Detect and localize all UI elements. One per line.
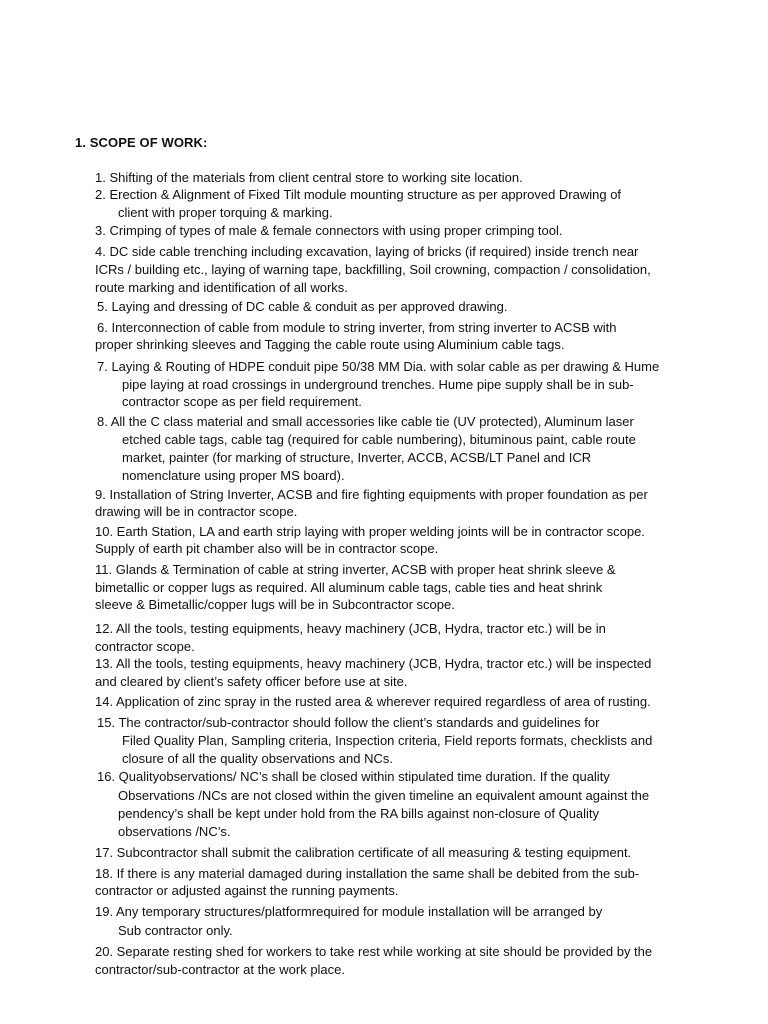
item-3-line-1: 3. Crimping of types of male & female connectors with using proper crimping tool. [95,223,563,238]
item-18-line-1: 18. If there is any material damaged during installation the same shall be debited from the sub- [95,866,640,881]
item-14-line-1: 14. Application of zinc spray in the rusted area & wherever required regardless of area of rusting. [95,694,651,709]
item-13-line-1: 13. All the tools, testing equipments, heavy machinery (JCB, Hydra, tractor etc.) will be inspected [95,656,652,671]
item-9-line-2: drawing will be in contractor scope. [95,504,298,519]
item-16-line-2: Observations /NCs are not closed within the given timeline an equivalent amount against the [118,788,650,803]
item-11-line-3: sleeve & Bimetallic/copper lugs will be in Subcontractor scope. [95,597,455,612]
item-8-line-1: 8. All the C class material and small accessories like cable tie (UV protected), Aluminum laser [97,414,634,429]
item-5-line-1: 5. Laying and dressing of DC cable & conduit as per approved drawing. [97,299,508,314]
item-1-line-1: 1. Shifting of the materials from client central store to working site location. [95,170,523,185]
item-16-line-1: 16. Qualityobservations/ NC’s shall be closed within stipulated time duration. If the quality [97,769,610,784]
item-2-line-2: client with proper torquing & marking. [118,205,333,220]
section-heading: 1. SCOPE OF WORK: [75,135,208,150]
item-10-line-2: Supply of earth pit chamber also will be in contractor scope. [95,541,439,556]
item-19-line-2: Sub contractor only. [118,923,233,938]
item-8-line-3: market, painter (for marking of structure, Inverter, ACCB, ACSB/LT Panel and ICR [122,450,592,465]
item-15-line-2: Filed Quality Plan, Sampling criteria, Inspection criteria, Field reports formats, checklists and [122,733,653,748]
item-15-line-1: 15. The contractor/sub-contractor should follow the client’s standards and guidelines for [97,715,600,730]
item-6-line-2: proper shrinking sleeves and Tagging the cable route using Aluminium cable tags. [95,337,565,352]
item-13-line-2: and cleared by client’s safety officer before use at site. [95,674,408,689]
item-8-line-2: etched cable tags, cable tag (required for cable numbering), bituminous paint, cable route [122,432,636,447]
item-4-line-3: route marking and identification of all works. [95,280,348,295]
item-16-line-4: observations /NC’s. [118,824,231,839]
item-4-line-2: ICRs / building etc., laying of warning tape, backfilling, Soil crowning, compaction / consolidation, [95,262,651,277]
item-11-line-1: 11. Glands & Termination of cable at string inverter, ACSB with proper heat shrink sleeve & [95,562,616,577]
item-6-line-1: 6. Interconnection of cable from module to string inverter, from string inverter to ACSB with [97,320,617,335]
item-15-line-3: closure of all the quality observations and NCs. [122,751,393,766]
item-11-line-2: bimetallic or copper lugs as required. All aluminum cable tags, cable ties and heat shrink [95,580,603,595]
item-7-line-3: contractor scope as per field requirement. [122,394,362,409]
item-12-line-1: 12. All the tools, testing equipments, heavy machinery (JCB, Hydra, tractor etc.) will be in [95,621,606,636]
item-17-line-1: 17. Subcontractor shall submit the calibration certificate of all measuring & testing equipment. [95,845,632,860]
item-18-line-2: contractor or adjusted against the running payments. [95,883,399,898]
item-20-line-2: contractor/sub-contractor at the work place. [95,962,346,977]
item-20-line-1: 20. Separate resting shed for workers to take rest while working at site should be provided by the [95,944,653,959]
item-8-line-4: nomenclature using proper MS board). [122,468,345,483]
item-10-line-1: 10. Earth Station, LA and earth strip laying with proper welding joints will be in contractor scope. [95,524,645,539]
item-2-line-1: 2. Erection & Alignment of Fixed Tilt module mounting structure as per approved Drawing of [95,187,622,202]
item-12-line-2: contractor scope. [95,639,195,654]
item-16-line-3: pendency’s shall be kept under hold from the RA bills against non-closure of Quality [118,806,600,821]
item-19-line-1: 19. Any temporary structures/platformrequired for module installation will be arranged by [95,904,603,919]
item-7-line-2: pipe laying at road crossings in underground trenches. Hume pipe supply shall be in sub- [122,377,634,392]
item-4-line-1: 4. DC side cable trenching including excavation, laying of bricks (if required) inside trench near [95,244,639,259]
item-7-line-1: 7. Laying & Routing of HDPE conduit pipe 50/38 MM Dia. with solar cable as per drawing & Hume [97,359,660,374]
item-9-line-1: 9. Installation of String Inverter, ACSB and fire fighting equipments with proper foundation as per [95,487,648,502]
